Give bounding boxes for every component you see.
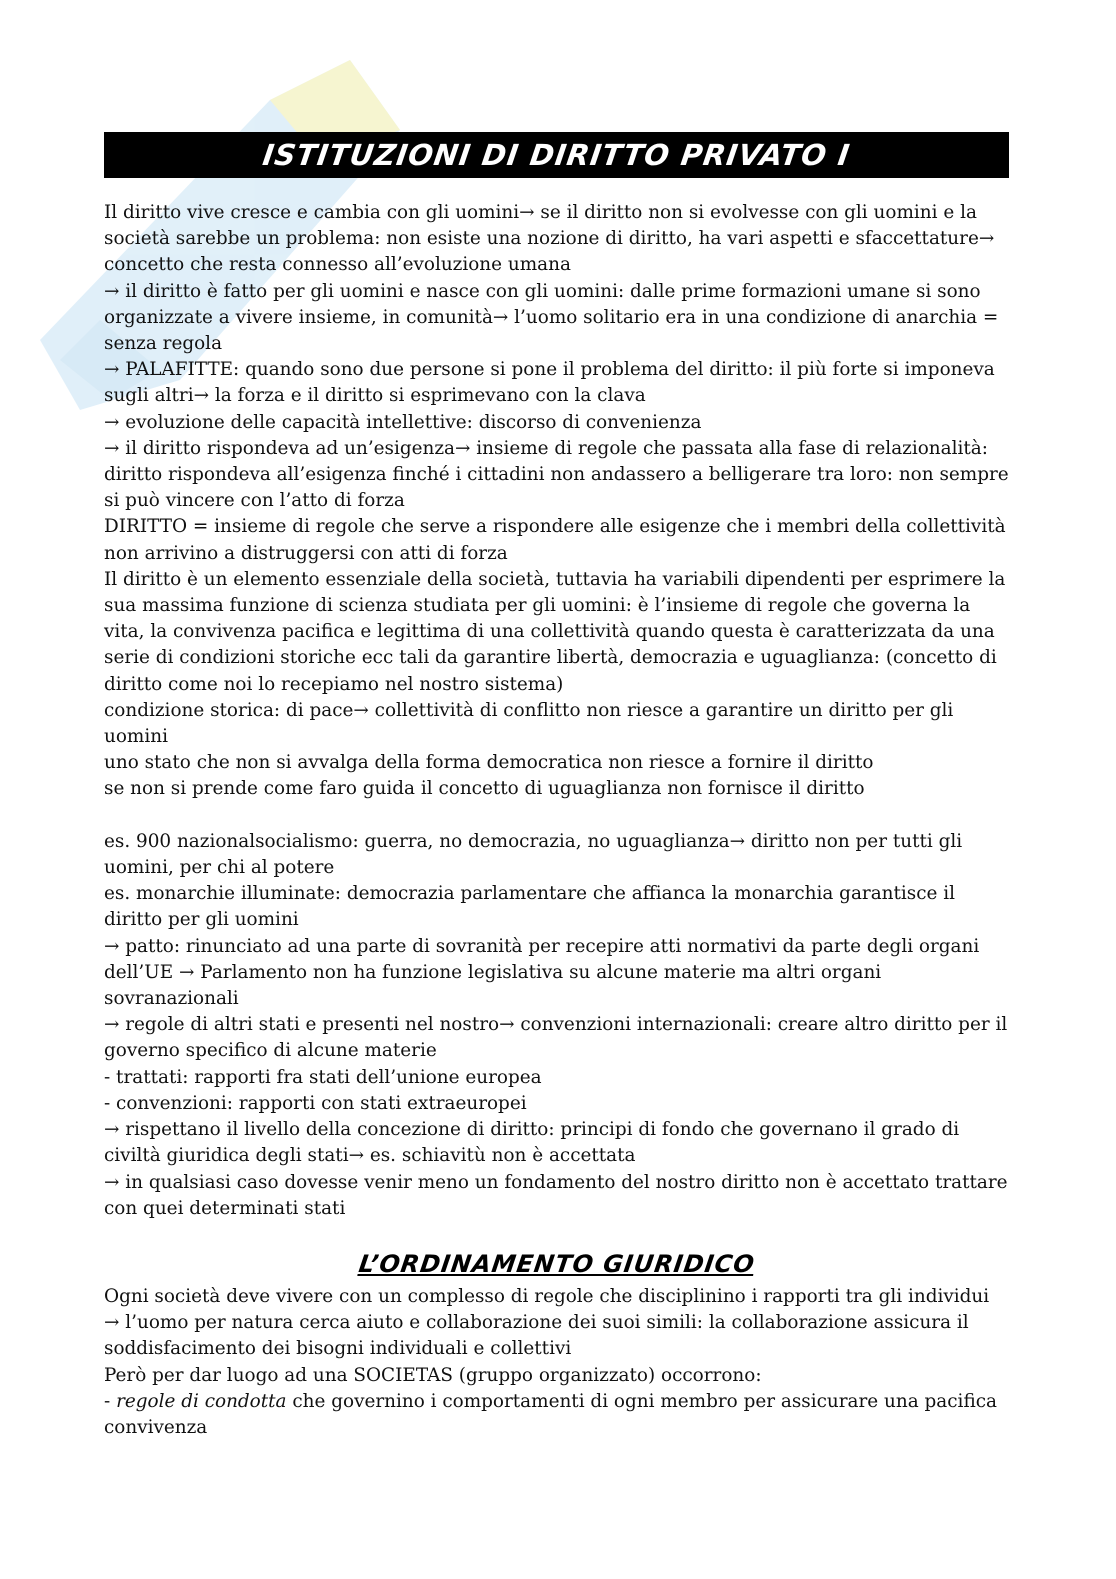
paragraph: → evoluzione delle capacità intellettive: discorso di convenienza xyxy=(104,411,702,433)
paragraph: condizione storica: di pace→ collettività di conflitto non riesce a garantire un diritto per gli uomini xyxy=(104,699,954,748)
list-item xyxy=(104,1389,1009,1441)
paragraph: → regole di altri stati e presenti nel nostro→ convenzioni internazionali: creare altro diritto per il governo specifico di alcune materie xyxy=(104,1014,1008,1062)
paragraph: DIRITTO = insieme di regole che serve a rispondere alle esigenze che i membri della collettività non arrivino a distruggersi con atti di forza xyxy=(104,516,1006,564)
paragraph: → rispettano il livello della concezione di diritto: principi di fondo che governano il grado di civiltà giuridica degli stati→ es. schiavitù non è accettata xyxy=(104,1119,960,1167)
paragraph: Ogni società deve vivere con un complesso di regole che disciplinino i rapporti tra gli individui xyxy=(104,1285,990,1307)
blank-line xyxy=(104,803,1009,829)
list-item-text: che governino i comportamenti di ogni membro per assicurare una pacifica convivenza xyxy=(104,1390,997,1438)
title-banner xyxy=(104,132,1009,178)
paragraph: → il diritto rispondeva ad un’esigenza→ insieme di regole che passata alla fase di relazionalità: diritto rispondeva all’esigenza finché i cittadini non andassero a belligerare tra loro: non sempre si può vincere con l’atto di forza xyxy=(104,437,1009,512)
italic-term: regole di condotta xyxy=(116,1390,287,1412)
document-page xyxy=(104,132,1009,1441)
paragraph: → PALAFITTE: quando sono due persone si pone il problema del diritto: il più forte si imponeva sugli altri→ la forza e il diritto si esprimevano con la clava xyxy=(104,359,995,407)
paragraph: es. monarchie illuminate: democrazia parlamentare che affianca la monarchia garantisce il diritto per gli uomini xyxy=(104,883,956,931)
paragraph: → patto: rinunciato ad una parte di sovranità per recepire atti normativi da parte degli organi dell’UE → Parlamento non ha funzione legislativa su alcune materie ma altri organi sovranazionali xyxy=(104,935,980,1010)
paragraph: es. 900 nazionalsocialismo: guerra, no democrazia, no uguaglianza→ diritto non per tutti gli uomini, per chi al potere xyxy=(104,830,963,879)
paragraph: Il diritto vive cresce e cambia con gli uomini→ se il diritto non si evolvesse con gli uomini e la società sarebbe un problema: non esiste una nozione di diritto, ha vari aspetti e sfaccettature→ concetto che resta connesso all’evoluzione umana xyxy=(104,202,995,276)
document-title: ISTITUZIONI DI DIRITTO PRIVATO I xyxy=(260,138,853,172)
section-heading xyxy=(104,1250,1009,1278)
paragraph: Però per dar luogo ad una SOCIETAS (gruppo organizzato) occorrono: xyxy=(104,1364,762,1386)
paragraph: → in qualsiasi caso dovesse venir meno un fondamento del nostro diritto non è accettato trattare con quei determinati stati xyxy=(104,1171,1008,1219)
list-item: - convenzioni: rapporti con stati extraeuropei xyxy=(104,1092,527,1114)
paragraph: Il diritto è un elemento essenziale della società, tuttavia ha variabili dipendenti per esprimere la sua massima funzione di scienza studiata per gli uomini: è l’insieme di regole che governa la vita, la convivenza pacifica e legittima di una collettività quando questa è caratterizzata da una serie di condizioni storiche ecc tali da garantire libertà, democrazia e uguaglianza: (concetto di diritto come noi lo recepiamo nel nostro sistema) xyxy=(104,568,1006,695)
paragraph: uno stato che non si avvalga della forma democratica non riesce a fornire il diritto xyxy=(104,752,874,774)
section-title: L’ORDINAMENTO GIURIDICO xyxy=(356,1249,757,1278)
paragraph: → il diritto è fatto per gli uomini e nasce con gli uomini: dalle prime formazioni umane si sono organizzate a vivere insieme, in comunità→ l’uomo solitario era in una condizione di anarchia = senza regola xyxy=(104,280,999,355)
paragraph: → l’uomo per natura cerca aiuto e collaborazione dei suoi simili: la collaborazione assicura il soddisfacimento dei bisogni individuali e collettivi xyxy=(104,1312,969,1360)
paragraph: se non si prende come faro guida il concetto di uguaglianza non fornisce il diritto xyxy=(104,778,865,800)
list-item: - trattati: rapporti fra stati dell’unione europea xyxy=(104,1066,542,1088)
list-prefix: - xyxy=(104,1390,117,1412)
